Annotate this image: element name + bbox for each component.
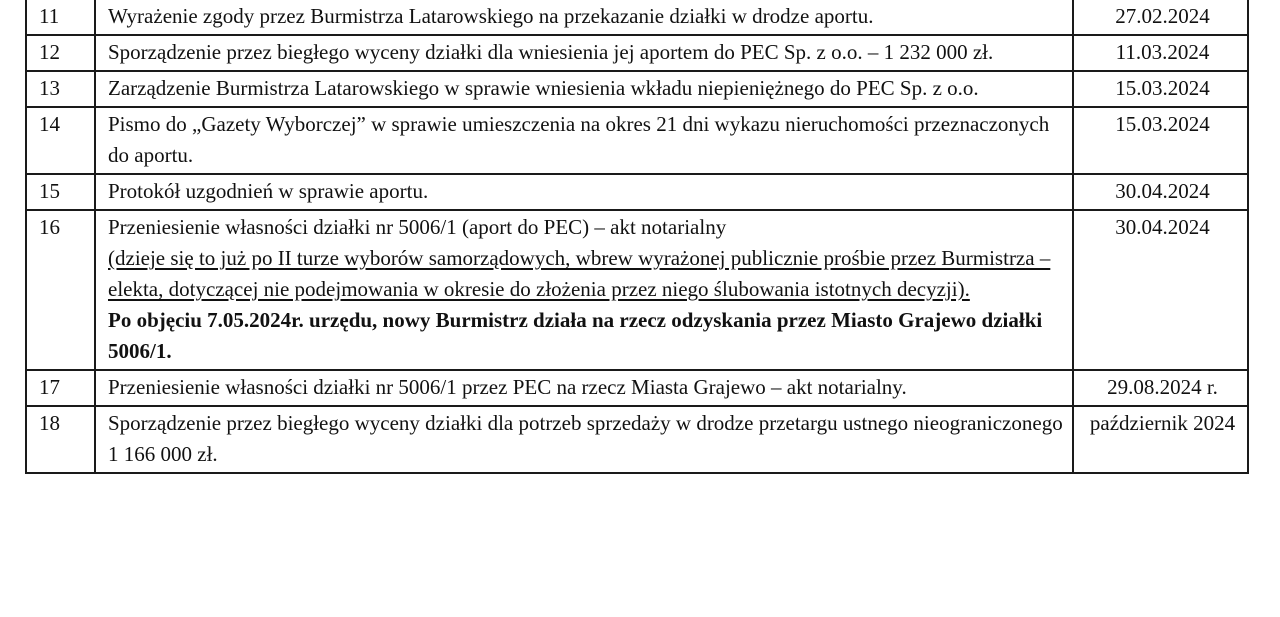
table-row bbox=[26, 174, 1248, 210]
row-date: 15.03.2024 bbox=[1073, 107, 1248, 174]
row-number: 14 bbox=[26, 107, 95, 174]
row-description: Protokół uzgodnień w sprawie aportu. bbox=[95, 174, 1073, 210]
row-description: Pismo do „Gazety Wyborczej” w sprawie umieszczenia na okres 21 dni wykazu nieruchomości przeznaczonych do aportu. bbox=[95, 107, 1073, 174]
row-number: 16 bbox=[26, 210, 95, 370]
row-description-main: Przeniesienie własności działki nr 5006/1 (aport do PEC) – akt notarialny bbox=[108, 215, 727, 239]
table-row bbox=[26, 370, 1248, 406]
row-date: 15.03.2024 bbox=[1073, 71, 1248, 107]
row-date: 11.03.2024 bbox=[1073, 35, 1248, 71]
table-row bbox=[26, 210, 1248, 370]
row-date: 27.02.2024 bbox=[1073, 0, 1248, 35]
row-note-bold: Po objęciu 7.05.2024r. urzędu, nowy Burmistrz działa na rzecz odzyskania przez Miasto Grajewo działki 5006/1. bbox=[108, 308, 1043, 363]
row-number: 11 bbox=[26, 0, 95, 35]
row-description: Zarządzenie Burmistrza Latarowskiego w sprawie wniesienia wkładu niepieniężnego do PEC Sp. z o.o. bbox=[95, 71, 1073, 107]
row-date: 30.04.2024 bbox=[1073, 210, 1248, 370]
document-table bbox=[25, 0, 1249, 474]
row-number: 17 bbox=[26, 370, 95, 406]
table-row bbox=[26, 0, 1248, 35]
table-row bbox=[26, 35, 1248, 71]
table-row bbox=[26, 406, 1248, 473]
row-date: 30.04.2024 bbox=[1073, 174, 1248, 210]
row-description: Przeniesienie własności działki nr 5006/1 przez PEC na rzecz Miasta Grajewo – akt notarialny. bbox=[95, 370, 1073, 406]
row-date: październik 2024 bbox=[1073, 406, 1248, 473]
row-number: 13 bbox=[26, 71, 95, 107]
row-number: 15 bbox=[26, 174, 95, 210]
row-note-underlined: (dzieje się to już po II turze wyborów samorządowych, wbrew wyrażonej publicznie prośbie przez Burmistrza – elekta, dotyczącej nie podejmowania w okresie do złożenia przez niego ślubowania istotnych decyzji). bbox=[108, 246, 1051, 301]
row-number: 12 bbox=[26, 35, 95, 71]
row-description: Sporządzenie przez biegłego wyceny działki dla potrzeb sprzedaży w drodze przetargu ustnego nieograniczonego 1 166 000 zł. bbox=[95, 406, 1073, 473]
table-row bbox=[26, 107, 1248, 174]
row-description: Wyrażenie zgody przez Burmistrza Latarowskiego na przekazanie działki w drodze aportu. bbox=[95, 0, 1073, 35]
row-description: Sporządzenie przez biegłego wyceny działki dla wniesienia jej aportem do PEC Sp. z o.o. – 1 232 000 zł. bbox=[95, 35, 1073, 71]
row-number: 18 bbox=[26, 406, 95, 473]
row-date: 29.08.2024 r. bbox=[1073, 370, 1248, 406]
row-description bbox=[95, 210, 1073, 370]
table-row bbox=[26, 71, 1248, 107]
